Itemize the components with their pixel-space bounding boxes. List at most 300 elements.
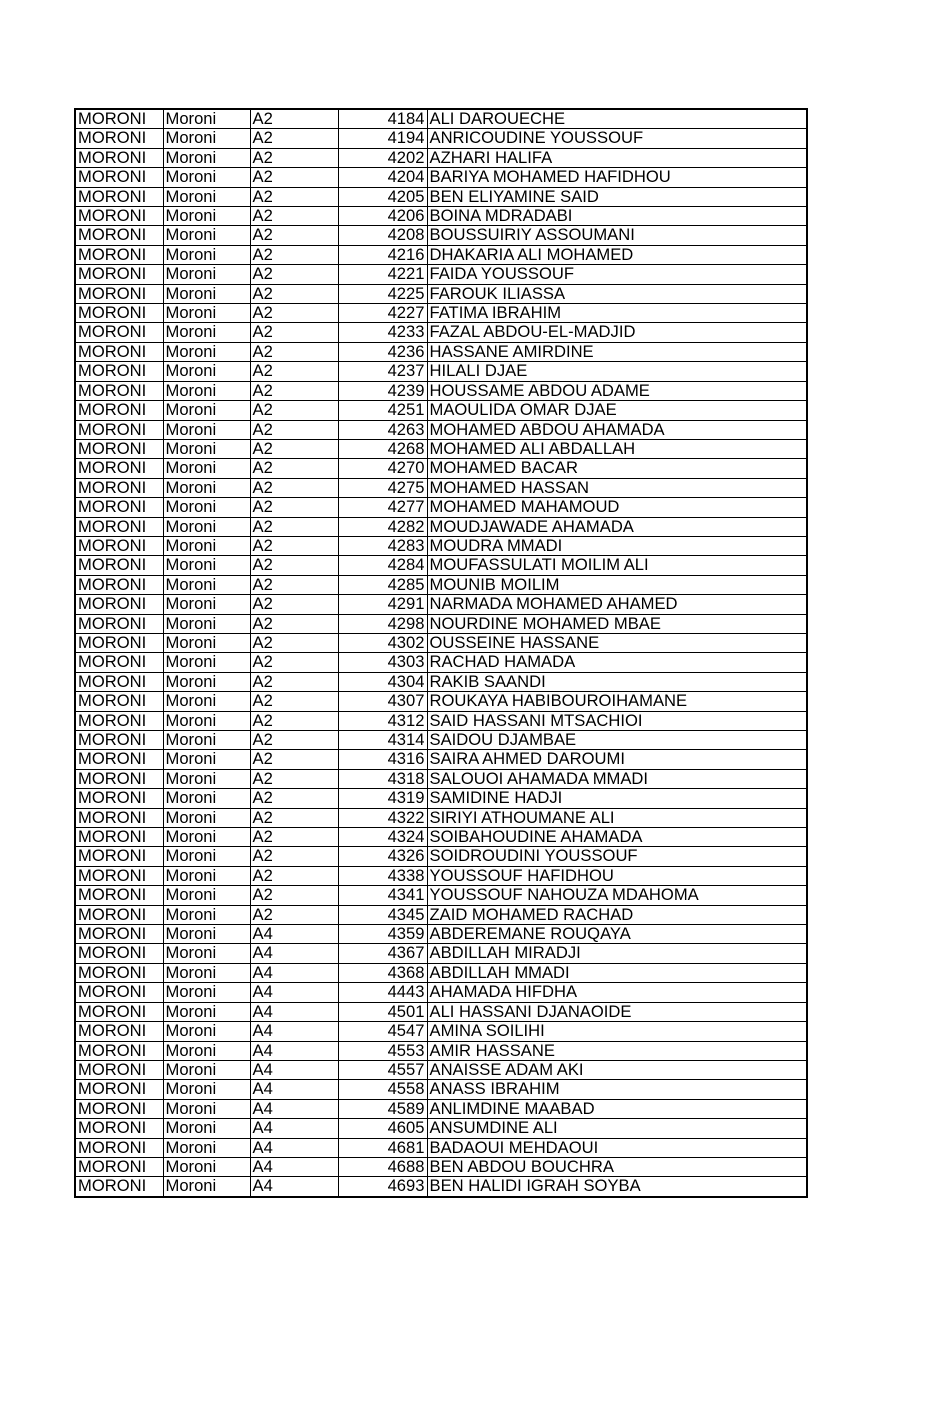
city-cell: Moroni — [163, 886, 250, 905]
table-row — [75, 1138, 807, 1157]
city-cell: Moroni — [163, 556, 250, 575]
table-row — [75, 789, 807, 808]
class-cell: A2 — [250, 536, 338, 555]
region-cell: MORONI — [75, 498, 163, 517]
city-cell: Moroni — [163, 575, 250, 594]
table-row — [75, 750, 807, 769]
class-cell: A2 — [250, 711, 338, 730]
table-row — [75, 187, 807, 206]
number-cell: 4605 — [338, 1119, 427, 1138]
name-cell: AZHARI HALIFA — [427, 148, 807, 167]
region-cell: MORONI — [75, 517, 163, 536]
table-row — [75, 1157, 807, 1176]
number-cell: 4367 — [338, 944, 427, 963]
class-cell: A2 — [250, 575, 338, 594]
city-cell: Moroni — [163, 692, 250, 711]
class-cell: A2 — [250, 187, 338, 206]
name-cell: SAID HASSANI MTSACHIOI — [427, 711, 807, 730]
region-cell: MORONI — [75, 226, 163, 245]
number-cell: 4184 — [338, 109, 427, 129]
number-cell: 4589 — [338, 1099, 427, 1118]
name-cell: OUSSEINE HASSANE — [427, 633, 807, 652]
table-row — [75, 769, 807, 788]
table-row — [75, 556, 807, 575]
name-cell: SOIDROUDINI YOUSSOUF — [427, 847, 807, 866]
city-cell: Moroni — [163, 187, 250, 206]
name-cell: ROUKAYA HABIBOUROIHAMANE — [427, 692, 807, 711]
city-cell: Moroni — [163, 672, 250, 691]
table-row — [75, 1022, 807, 1041]
city-cell: Moroni — [163, 148, 250, 167]
name-cell: YOUSSOUF HAFIDHOU — [427, 866, 807, 885]
candidate-table — [74, 108, 808, 1198]
city-cell: Moroni — [163, 342, 250, 361]
table-row — [75, 439, 807, 458]
table-row — [75, 1041, 807, 1060]
number-cell: 4557 — [338, 1060, 427, 1079]
region-cell: MORONI — [75, 1022, 163, 1041]
table-row — [75, 1060, 807, 1079]
city-cell: Moroni — [163, 1177, 250, 1197]
city-cell: Moroni — [163, 284, 250, 303]
table-row — [75, 672, 807, 691]
table-row — [75, 381, 807, 400]
city-cell: Moroni — [163, 789, 250, 808]
region-cell: MORONI — [75, 633, 163, 652]
region-cell: MORONI — [75, 750, 163, 769]
class-cell: A2 — [250, 168, 338, 187]
number-cell: 4314 — [338, 731, 427, 750]
name-cell: MOUDRA MMADI — [427, 536, 807, 555]
region-cell: MORONI — [75, 284, 163, 303]
name-cell: HOUSSAME ABDOU ADAME — [427, 381, 807, 400]
class-cell: A2 — [250, 556, 338, 575]
number-cell: 4194 — [338, 129, 427, 148]
class-cell: A2 — [250, 459, 338, 478]
name-cell: BADAOUI MEHDAOUI — [427, 1138, 807, 1157]
table-row — [75, 1099, 807, 1118]
city-cell: Moroni — [163, 1119, 250, 1138]
name-cell: AHAMADA HIFDHA — [427, 983, 807, 1002]
name-cell: BEN HALIDI IGRAH SOYBA — [427, 1177, 807, 1197]
class-cell: A4 — [250, 1177, 338, 1197]
class-cell: A2 — [250, 789, 338, 808]
class-cell: A4 — [250, 1157, 338, 1176]
number-cell: 4216 — [338, 245, 427, 264]
region-cell: MORONI — [75, 401, 163, 420]
city-cell: Moroni — [163, 265, 250, 284]
number-cell: 4307 — [338, 692, 427, 711]
class-cell: A4 — [250, 1099, 338, 1118]
number-cell: 4251 — [338, 401, 427, 420]
number-cell: 4237 — [338, 362, 427, 381]
name-cell: RACHAD HAMADA — [427, 653, 807, 672]
number-cell: 4302 — [338, 633, 427, 652]
name-cell: ZAID MOHAMED RACHAD — [427, 905, 807, 924]
table-row — [75, 323, 807, 342]
class-cell: A4 — [250, 1060, 338, 1079]
city-cell: Moroni — [163, 439, 250, 458]
table-row — [75, 401, 807, 420]
city-cell: Moroni — [163, 711, 250, 730]
table-row — [75, 711, 807, 730]
number-cell: 4270 — [338, 459, 427, 478]
table-row — [75, 575, 807, 594]
name-cell: ALI DAROUECHE — [427, 109, 807, 129]
class-cell: A2 — [250, 226, 338, 245]
name-cell: HILALI DJAE — [427, 362, 807, 381]
table-row — [75, 692, 807, 711]
class-cell: A4 — [250, 925, 338, 944]
region-cell: MORONI — [75, 420, 163, 439]
table-row — [75, 866, 807, 885]
region-cell: MORONI — [75, 905, 163, 924]
region-cell: MORONI — [75, 692, 163, 711]
table-row — [75, 536, 807, 555]
class-cell: A2 — [250, 304, 338, 323]
class-cell: A2 — [250, 342, 338, 361]
name-cell: ALI HASSANI DJANAOIDE — [427, 1002, 807, 1021]
city-cell: Moroni — [163, 866, 250, 885]
number-cell: 4324 — [338, 828, 427, 847]
number-cell: 4693 — [338, 1177, 427, 1197]
number-cell: 4304 — [338, 672, 427, 691]
name-cell: SAMIDINE HADJI — [427, 789, 807, 808]
number-cell: 4282 — [338, 517, 427, 536]
region-cell: MORONI — [75, 304, 163, 323]
region-cell: MORONI — [75, 187, 163, 206]
number-cell: 4558 — [338, 1080, 427, 1099]
region-cell: MORONI — [75, 595, 163, 614]
table-row — [75, 925, 807, 944]
city-cell: Moroni — [163, 769, 250, 788]
number-cell: 4316 — [338, 750, 427, 769]
class-cell: A2 — [250, 731, 338, 750]
city-cell: Moroni — [163, 245, 250, 264]
region-cell: MORONI — [75, 1177, 163, 1197]
number-cell: 4202 — [338, 148, 427, 167]
region-cell: MORONI — [75, 245, 163, 264]
table-row — [75, 1002, 807, 1021]
table-row — [75, 284, 807, 303]
name-cell: MOHAMED ALI ABDALLAH — [427, 439, 807, 458]
number-cell: 4239 — [338, 381, 427, 400]
region-cell: MORONI — [75, 1157, 163, 1176]
class-cell: A2 — [250, 401, 338, 420]
table-row — [75, 478, 807, 497]
table-row — [75, 905, 807, 924]
table-row — [75, 304, 807, 323]
name-cell: SAIRA AHMED DAROUMI — [427, 750, 807, 769]
name-cell: BARIYA MOHAMED HAFIDHOU — [427, 168, 807, 187]
table-row — [75, 420, 807, 439]
city-cell: Moroni — [163, 498, 250, 517]
number-cell: 4225 — [338, 284, 427, 303]
name-cell: AMINA SOILIHI — [427, 1022, 807, 1041]
class-cell: A4 — [250, 944, 338, 963]
city-cell: Moroni — [163, 323, 250, 342]
class-cell: A4 — [250, 1002, 338, 1021]
table-row — [75, 459, 807, 478]
name-cell: HASSANE AMIRDINE — [427, 342, 807, 361]
region-cell: MORONI — [75, 459, 163, 478]
region-cell: MORONI — [75, 828, 163, 847]
table-row — [75, 983, 807, 1002]
region-cell: MORONI — [75, 886, 163, 905]
number-cell: 4221 — [338, 265, 427, 284]
region-cell: MORONI — [75, 711, 163, 730]
city-cell: Moroni — [163, 1060, 250, 1079]
number-cell: 4501 — [338, 1002, 427, 1021]
name-cell: ANASS IBRAHIM — [427, 1080, 807, 1099]
number-cell: 4553 — [338, 1041, 427, 1060]
number-cell: 4688 — [338, 1157, 427, 1176]
table-row — [75, 614, 807, 633]
table-row — [75, 245, 807, 264]
name-cell: BOUSSUIRIY ASSOUMANI — [427, 226, 807, 245]
city-cell: Moroni — [163, 381, 250, 400]
region-cell: MORONI — [75, 1002, 163, 1021]
city-cell: Moroni — [163, 1099, 250, 1118]
region-cell: MORONI — [75, 789, 163, 808]
region-cell: MORONI — [75, 342, 163, 361]
name-cell: ABDEREMANE ROUQAYA — [427, 925, 807, 944]
class-cell: A2 — [250, 420, 338, 439]
table-row — [75, 731, 807, 750]
class-cell: A2 — [250, 633, 338, 652]
number-cell: 4341 — [338, 886, 427, 905]
class-cell: A2 — [250, 828, 338, 847]
name-cell: ANAISSE ADAM AKI — [427, 1060, 807, 1079]
number-cell: 4205 — [338, 187, 427, 206]
city-cell: Moroni — [163, 905, 250, 924]
number-cell: 4204 — [338, 168, 427, 187]
number-cell: 4338 — [338, 866, 427, 885]
name-cell: ABDILLAH MIRADJI — [427, 944, 807, 963]
region-cell: MORONI — [75, 847, 163, 866]
city-cell: Moroni — [163, 633, 250, 652]
table-row — [75, 342, 807, 361]
table-row — [75, 207, 807, 226]
region-cell: MORONI — [75, 265, 163, 284]
region-cell: MORONI — [75, 963, 163, 982]
table-row — [75, 886, 807, 905]
number-cell: 4285 — [338, 575, 427, 594]
region-cell: MORONI — [75, 672, 163, 691]
class-cell: A2 — [250, 595, 338, 614]
region-cell: MORONI — [75, 478, 163, 497]
class-cell: A2 — [250, 478, 338, 497]
class-cell: A2 — [250, 847, 338, 866]
number-cell: 4443 — [338, 983, 427, 1002]
city-cell: Moroni — [163, 536, 250, 555]
number-cell: 4298 — [338, 614, 427, 633]
city-cell: Moroni — [163, 420, 250, 439]
number-cell: 4681 — [338, 1138, 427, 1157]
city-cell: Moroni — [163, 750, 250, 769]
region-cell: MORONI — [75, 575, 163, 594]
table-row — [75, 963, 807, 982]
class-cell: A2 — [250, 148, 338, 167]
class-cell: A2 — [250, 109, 338, 129]
table-row — [75, 148, 807, 167]
region-cell: MORONI — [75, 983, 163, 1002]
city-cell: Moroni — [163, 925, 250, 944]
region-cell: MORONI — [75, 439, 163, 458]
table-row — [75, 808, 807, 827]
city-cell: Moroni — [163, 828, 250, 847]
candidate-table-body — [75, 109, 807, 1197]
region-cell: MORONI — [75, 109, 163, 129]
name-cell: FAIDA YOUSSOUF — [427, 265, 807, 284]
number-cell: 4326 — [338, 847, 427, 866]
city-cell: Moroni — [163, 401, 250, 420]
class-cell: A2 — [250, 362, 338, 381]
name-cell: RAKIB SAANDI — [427, 672, 807, 691]
name-cell: MAOULIDA OMAR DJAE — [427, 401, 807, 420]
region-cell: MORONI — [75, 362, 163, 381]
city-cell: Moroni — [163, 944, 250, 963]
name-cell: MOHAMED MAHAMOUD — [427, 498, 807, 517]
region-cell: MORONI — [75, 381, 163, 400]
class-cell: A2 — [250, 614, 338, 633]
table-row — [75, 595, 807, 614]
number-cell: 4345 — [338, 905, 427, 924]
city-cell: Moroni — [163, 109, 250, 129]
region-cell: MORONI — [75, 323, 163, 342]
table-row — [75, 362, 807, 381]
number-cell: 4283 — [338, 536, 427, 555]
region-cell: MORONI — [75, 925, 163, 944]
city-cell: Moroni — [163, 517, 250, 536]
number-cell: 4319 — [338, 789, 427, 808]
table-row — [75, 1080, 807, 1099]
class-cell: A2 — [250, 769, 338, 788]
region-cell: MORONI — [75, 731, 163, 750]
number-cell: 4291 — [338, 595, 427, 614]
name-cell: FAROUK ILIASSA — [427, 284, 807, 303]
city-cell: Moroni — [163, 129, 250, 148]
region-cell: MORONI — [75, 866, 163, 885]
class-cell: A2 — [250, 284, 338, 303]
class-cell: A2 — [250, 265, 338, 284]
name-cell: SOIBAHOUDINE AHAMADA — [427, 828, 807, 847]
name-cell: BEN ABDOU BOUCHRA — [427, 1157, 807, 1176]
table-row — [75, 944, 807, 963]
city-cell: Moroni — [163, 168, 250, 187]
table-row — [75, 129, 807, 148]
table-row — [75, 828, 807, 847]
region-cell: MORONI — [75, 207, 163, 226]
table-row — [75, 1177, 807, 1197]
number-cell: 4318 — [338, 769, 427, 788]
city-cell: Moroni — [163, 226, 250, 245]
name-cell: BOINA MDRADABI — [427, 207, 807, 226]
city-cell: Moroni — [163, 653, 250, 672]
class-cell: A2 — [250, 439, 338, 458]
number-cell: 4368 — [338, 963, 427, 982]
city-cell: Moroni — [163, 304, 250, 323]
class-cell: A2 — [250, 672, 338, 691]
class-cell: A2 — [250, 866, 338, 885]
city-cell: Moroni — [163, 1041, 250, 1060]
city-cell: Moroni — [163, 1138, 250, 1157]
region-cell: MORONI — [75, 129, 163, 148]
region-cell: MORONI — [75, 1080, 163, 1099]
class-cell: A2 — [250, 517, 338, 536]
city-cell: Moroni — [163, 983, 250, 1002]
table-row — [75, 653, 807, 672]
class-cell: A4 — [250, 1119, 338, 1138]
table-row — [75, 168, 807, 187]
city-cell: Moroni — [163, 478, 250, 497]
table-row — [75, 226, 807, 245]
table-row — [75, 109, 807, 129]
number-cell: 4359 — [338, 925, 427, 944]
city-cell: Moroni — [163, 1002, 250, 1021]
number-cell: 4312 — [338, 711, 427, 730]
name-cell: ABDILLAH MMADI — [427, 963, 807, 982]
name-cell: AMIR HASSANE — [427, 1041, 807, 1060]
number-cell: 4227 — [338, 304, 427, 323]
class-cell: A4 — [250, 1041, 338, 1060]
name-cell: MOHAMED ABDOU AHAMADA — [427, 420, 807, 439]
region-cell: MORONI — [75, 168, 163, 187]
class-cell: A2 — [250, 207, 338, 226]
table-row — [75, 498, 807, 517]
name-cell: MOUFASSULATI MOILIM ALI — [427, 556, 807, 575]
class-cell: A2 — [250, 498, 338, 517]
city-cell: Moroni — [163, 207, 250, 226]
region-cell: MORONI — [75, 536, 163, 555]
number-cell: 4206 — [338, 207, 427, 226]
name-cell: NOURDINE MOHAMED MBAE — [427, 614, 807, 633]
class-cell: A2 — [250, 653, 338, 672]
number-cell: 4277 — [338, 498, 427, 517]
name-cell: ANLIMDINE MAABAD — [427, 1099, 807, 1118]
city-cell: Moroni — [163, 614, 250, 633]
name-cell: FATIMA IBRAHIM — [427, 304, 807, 323]
class-cell: A4 — [250, 983, 338, 1002]
region-cell: MORONI — [75, 1041, 163, 1060]
class-cell: A2 — [250, 129, 338, 148]
number-cell: 4236 — [338, 342, 427, 361]
class-cell: A2 — [250, 323, 338, 342]
region-cell: MORONI — [75, 1060, 163, 1079]
name-cell: MOUNIB MOILIM — [427, 575, 807, 594]
number-cell: 4263 — [338, 420, 427, 439]
class-cell: A4 — [250, 963, 338, 982]
city-cell: Moroni — [163, 808, 250, 827]
name-cell: DHAKARIA ALI MOHAMED — [427, 245, 807, 264]
city-cell: Moroni — [163, 963, 250, 982]
number-cell: 4303 — [338, 653, 427, 672]
class-cell: A2 — [250, 905, 338, 924]
number-cell: 4284 — [338, 556, 427, 575]
name-cell: ANRICOUDINE YOUSSOUF — [427, 129, 807, 148]
name-cell: YOUSSOUF NAHOUZA MDAHOMA — [427, 886, 807, 905]
number-cell: 4322 — [338, 808, 427, 827]
class-cell: A4 — [250, 1022, 338, 1041]
region-cell: MORONI — [75, 1119, 163, 1138]
table-row — [75, 517, 807, 536]
city-cell: Moroni — [163, 731, 250, 750]
class-cell: A2 — [250, 886, 338, 905]
name-cell: FAZAL ABDOU-EL-MADJID — [427, 323, 807, 342]
region-cell: MORONI — [75, 1138, 163, 1157]
class-cell: A2 — [250, 381, 338, 400]
number-cell: 4547 — [338, 1022, 427, 1041]
